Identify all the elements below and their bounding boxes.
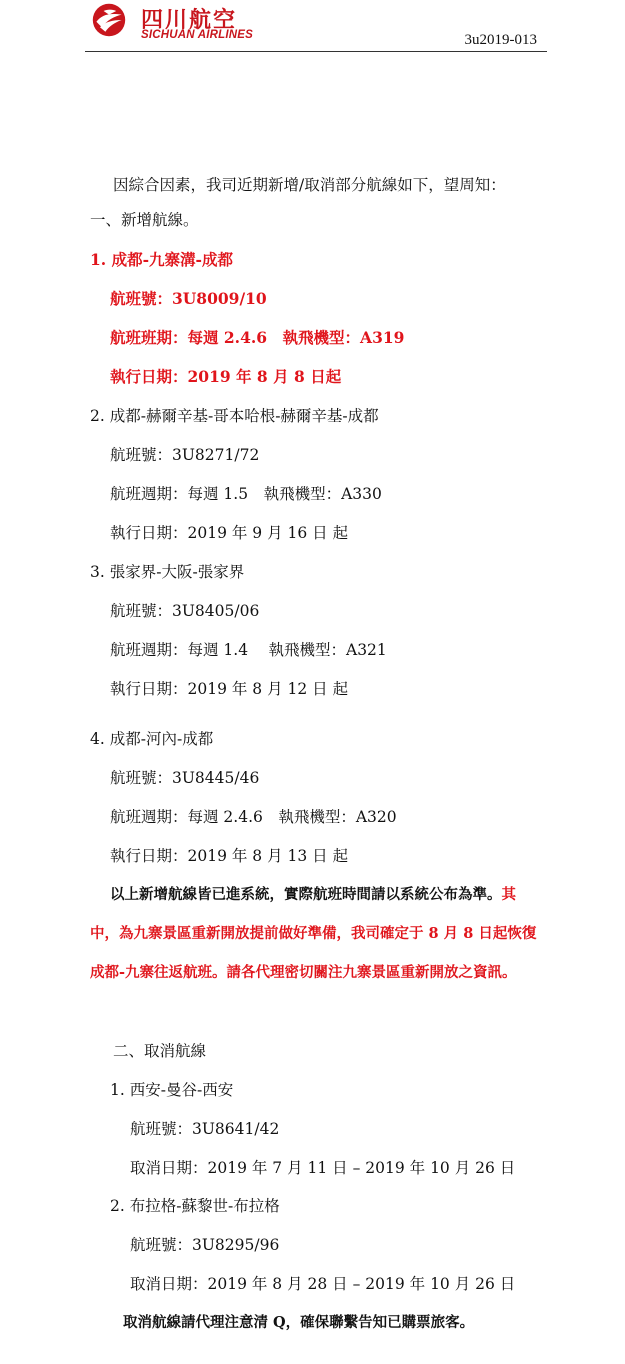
route-flight-number: 航班號：3U8445/46 (110, 769, 260, 787)
route-schedule: 航班週期：每週 1.5 執飛機型：A330 (110, 485, 382, 503)
cancelled-route-title: 2. 布拉格-蘇黎世-布拉格 (110, 1197, 280, 1215)
route-title: 1. 成都-九寨溝-成都 (90, 250, 233, 269)
route-schedule: 航班班期：每週 2.4.6 執飛機型：A319 (110, 328, 405, 347)
document-number: 3u2019-013 (464, 32, 537, 48)
header-rule (85, 51, 547, 52)
section-title-added: 一、新增航線。 (90, 211, 199, 229)
notice-cancelled: 取消航線請代理注意清 Q，確保聯繫告知已購票旅客。 (123, 1314, 475, 1331)
notice-added-highlight: 其 (501, 886, 516, 903)
route-title: 3. 張家界-大阪-張家界 (90, 563, 245, 581)
cancelled-route-title: 1. 西安-曼谷-西安 (110, 1081, 234, 1099)
letterhead (85, 0, 547, 52)
cancelled-route-period: 取消日期：2019 年 7 月 11 日 – 2019 年 10 月 26 日 (130, 1159, 516, 1177)
route-start-date: 執行日期：2019 年 8 月 8 日起 (110, 367, 342, 386)
route-flight-number: 航班號：3U8405/06 (110, 602, 260, 620)
intro-text: 因綜合因素，我司近期新增/取消部分航線如下，望周知： (113, 176, 506, 194)
notice-added-line3: 成都-九寨往返航班。請各代理密切關注九寨景區重新開放之資訊。 (90, 964, 517, 981)
section-title-cancelled: 二、取消航線 (113, 1042, 207, 1060)
notice-added-line2: 中，為九寨景區重新開放提前做好準備，我司確定于 8 月 8 日起恢復 (90, 925, 537, 942)
cancelled-route-period: 取消日期：2019 年 8 月 28 日 – 2019 年 10 月 26 日 (130, 1275, 516, 1293)
cancelled-route-flight-number: 航班號：3U8295/96 (130, 1236, 280, 1254)
route-flight-number: 航班號：3U8271/72 (110, 446, 260, 464)
route-start-date: 執行日期：2019 年 8 月 13 日 起 (110, 847, 349, 865)
brand-name-english: SICHUAN AIRLINES (141, 29, 254, 41)
route-start-date: 執行日期：2019 年 8 月 12 日 起 (110, 680, 349, 698)
route-start-date: 執行日期：2019 年 9 月 16 日 起 (110, 524, 349, 542)
route-title: 4. 成都-河內-成都 (90, 730, 214, 748)
route-schedule: 航班週期：每週 1.4 執飛機型：A321 (110, 641, 387, 659)
route-title: 2. 成都-赫爾辛基-哥本哈根-赫爾辛基-成都 (90, 407, 379, 425)
notice-added-text: 以上新增航線皆已進系統，實際航班時間請以系統公布為準。 (110, 886, 502, 903)
brand-name-chinese: 四川航空 (141, 8, 238, 33)
sichuan-airlines-logo (91, 2, 127, 38)
route-schedule: 航班週期：每週 2.4.6 執飛機型：A320 (110, 808, 397, 826)
notice-added-line1 (110, 886, 516, 903)
route-flight-number: 航班號：3U8009/10 (110, 289, 267, 308)
cancelled-route-flight-number: 航班號：3U8641/42 (130, 1120, 280, 1138)
